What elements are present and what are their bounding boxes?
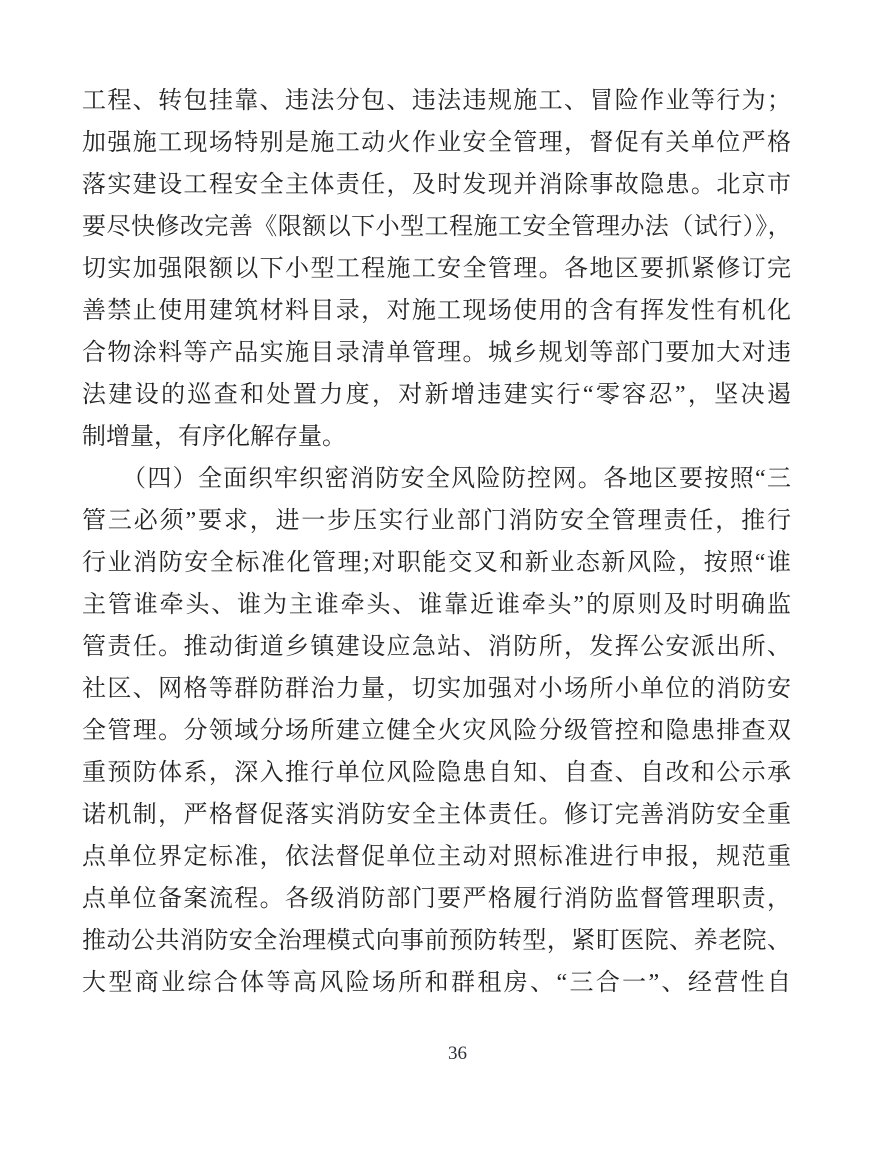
paragraph — [82, 80, 791, 458]
text-line: 要尽快修改完善《限额以下小型工程施工安全管理办法（试行）》， — [82, 214, 791, 240]
text-line: 制增量，有序化解存量。 — [82, 424, 346, 450]
text-line: 推动公共消防安全治理模式向事前预防转型，紧盯医院、养老院、 — [82, 928, 791, 954]
text-line: 点单位备案流程。各级消防部门要严格履行消防监督管理职责， — [82, 886, 791, 912]
text-line: 落实建设工程安全主体责任，及时发现并消除事故隐患。北京市 — [82, 172, 791, 198]
text-line: 主管谁牵头、谁为主谁牵头、谁靠近谁牵头”的原则及时明确监 — [82, 592, 791, 618]
text-line: 诺机制，严格督促落实消防安全主体责任。修订完善消防安全重 — [82, 802, 791, 828]
text-line: 加强施工现场特别是施工动火作业安全管理，督促有关单位严格 — [82, 130, 791, 156]
text-line: 点单位界定标准，依法督促单位主动对照标准进行申报，规范重 — [82, 844, 791, 870]
text-line: 社区、网格等群防群治力量，切实加强对小场所小单位的消防安 — [82, 676, 791, 702]
paragraph — [82, 458, 791, 1004]
text-line: 善禁止使用建筑材料目录，对施工现场使用的含有挥发性有机化 — [82, 298, 791, 324]
text-line: 工程、转包挂靠、违法分包、违法违规施工、冒险作业等行为； — [82, 88, 791, 114]
text-line: 切实加强限额以下小型工程施工安全管理。各地区要抓紧修订完 — [82, 256, 791, 282]
text-line: 合物涂料等产品实施目录清单管理。城乡规划等部门要加大对违 — [82, 340, 791, 366]
page-number: 36 — [448, 1043, 467, 1064]
text-line: 管三必须”要求，进一步压实行业部门消防安全管理责任，推行 — [82, 508, 791, 534]
text-line: （四）全面织牢织密消防安全风险防控网。各地区要按照“三 — [122, 466, 791, 492]
text-line: 重预防体系，深入推行单位风险隐患自知、自查、自改和公示承 — [82, 760, 791, 786]
text-line: 管责任。推动街道乡镇建设应急站、消防所，发挥公安派出所、 — [82, 634, 791, 660]
text-line: 大型商业综合体等高风险场所和群租房、“三合一”、经营性自 — [82, 970, 791, 996]
body-text — [82, 80, 791, 1004]
text-line: 法建设的巡查和处置力度，对新增违建实行“零容忍”，坚决遏 — [82, 382, 791, 408]
text-line: 全管理。分领域分场所建立健全火灾风险分级管控和隐患排查双 — [82, 718, 791, 744]
text-line: 行业消防安全标准化管理;对职能交叉和新业态新风险，按照“谁 — [82, 550, 791, 576]
